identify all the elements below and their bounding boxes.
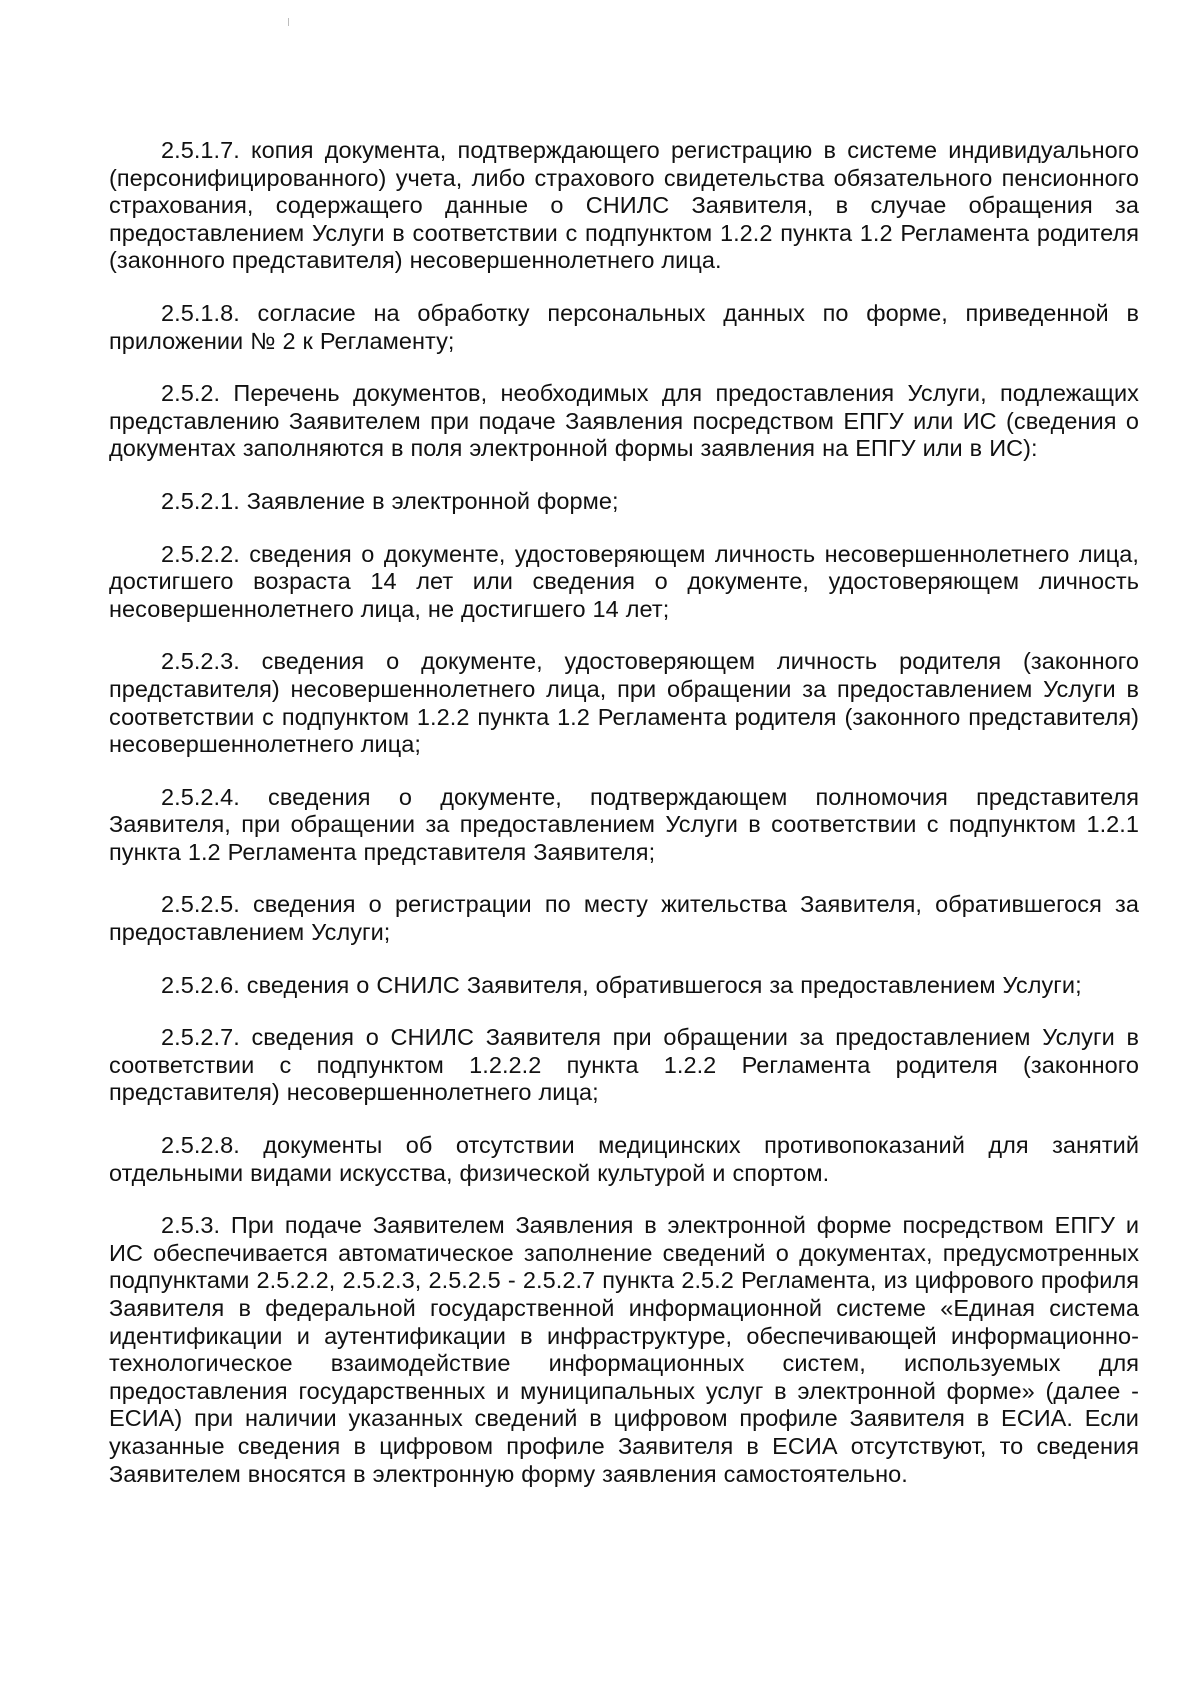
paragraph-2-5-2-5: 2.5.2.5. сведения о регистрации по месту жительства Заявителя, обратившегося за предоставлением Услуги; — [109, 891, 1139, 946]
paragraph-2-5-2-2: 2.5.2.2. сведения о документе, удостоверяющем личность несовершеннолетнего лица, достигшего возраста 14 лет или сведения о документе, удостоверяющем личность несовершеннолетнего лица, не достигшего 14 лет; — [109, 540, 1139, 622]
paragraph-2-5-1-7: 2.5.1.7. копия документа, подтверждающего регистрацию в системе индивидуального (персонифицированного) учета, либо страхового свидетельства обязательного пенсионного страхования, содержащего данные о СНИЛС Заявителя, в случае обращения за предоставлением Услуги в соответствии с подпунктом 1.2.2 пункта 1.2 Регламента родителя (законного представителя) несовершеннолетнего лица. — [109, 137, 1139, 274]
paragraph-2-5-2-7: 2.5.2.7. сведения о СНИЛС Заявителя при обращении за предоставлением Услуги в соответствии с подпунктом 1.2.2.2 пункта 1.2.2 Регламента родителя (законного представителя) несовершеннолетнего лица; — [109, 1024, 1139, 1106]
paragraph-2-5-2-1: 2.5.2.1. Заявление в электронной форме; — [161, 487, 619, 514]
paragraph-2-5-2: 2.5.2. Перечень документов, необходимых для предоставления Услуги, подлежащих представлению Заявителем при подаче Заявления посредством ЕПГУ или ИС (сведения о документах заполняются в поля электронной формы заявления на ЕПГУ или в ИС): — [109, 380, 1139, 462]
paragraph-2-5-3: 2.5.3. При подаче Заявителем Заявления в электронной форме посредством ЕПГУ и ИС обеспечивается автоматическое заполнение сведений о документах, предусмотренных подпунктами 2.5.2.2, 2.5.2.3, 2.5.2.5 - 2.5.2.7 пункта 2.5.2 Регламента, из цифрового профиля Заявителя в федеральной государственной информационной системе «Единая система идентификации и аутентификации в инфраструктуре, обеспечивающей информационно-технологическое взаимодействие информационных систем, используемых для предоставления государственных и муниципальных услуг в электронной форме» (далее - ЕСИА) при наличии указанных сведений в цифровом профиле Заявителя в ЕСИА. Если указанные сведения в цифровом профиле Заявителя в ЕСИА отсутствуют, то сведения Заявителем вносятся в электронную форму заявления самостоятельно. — [109, 1212, 1139, 1487]
paragraph-2-5-1-8: 2.5.1.8. согласие на обработку персональных данных по форме, приведенной в приложении № 2 к Регламенту; — [109, 299, 1139, 354]
document-body — [109, 137, 1139, 1512]
paragraph-2-5-2-6: 2.5.2.6. сведения о СНИЛС Заявителя, обратившегося за предоставлением Услуги; — [161, 971, 1082, 998]
paragraph-2-5-2-3: 2.5.2.3. сведения о документе, удостоверяющем личность родителя (законного представителя) несовершеннолетнего лица, при обращении за предоставлением Услуги в соответствии с подпунктом 1.2.2 пункта 1.2 Регламента родителя (законного представителя) несовершеннолетнего лица; — [109, 648, 1139, 758]
paragraph-2-5-2-4: 2.5.2.4. сведения о документе, подтверждающем полномочия представителя Заявителя, при обращении за предоставлением Услуги в соответствии с подпунктом 1.2.1 пункта 1.2 Регламента представителя Заявителя; — [109, 783, 1139, 865]
paragraph-2-5-2-8: 2.5.2.8. документы об отсутствии медицинских противопоказаний для занятий отдельными видами искусства, физической культурой и спортом. — [109, 1132, 1139, 1186]
scan-artifact — [288, 18, 289, 26]
